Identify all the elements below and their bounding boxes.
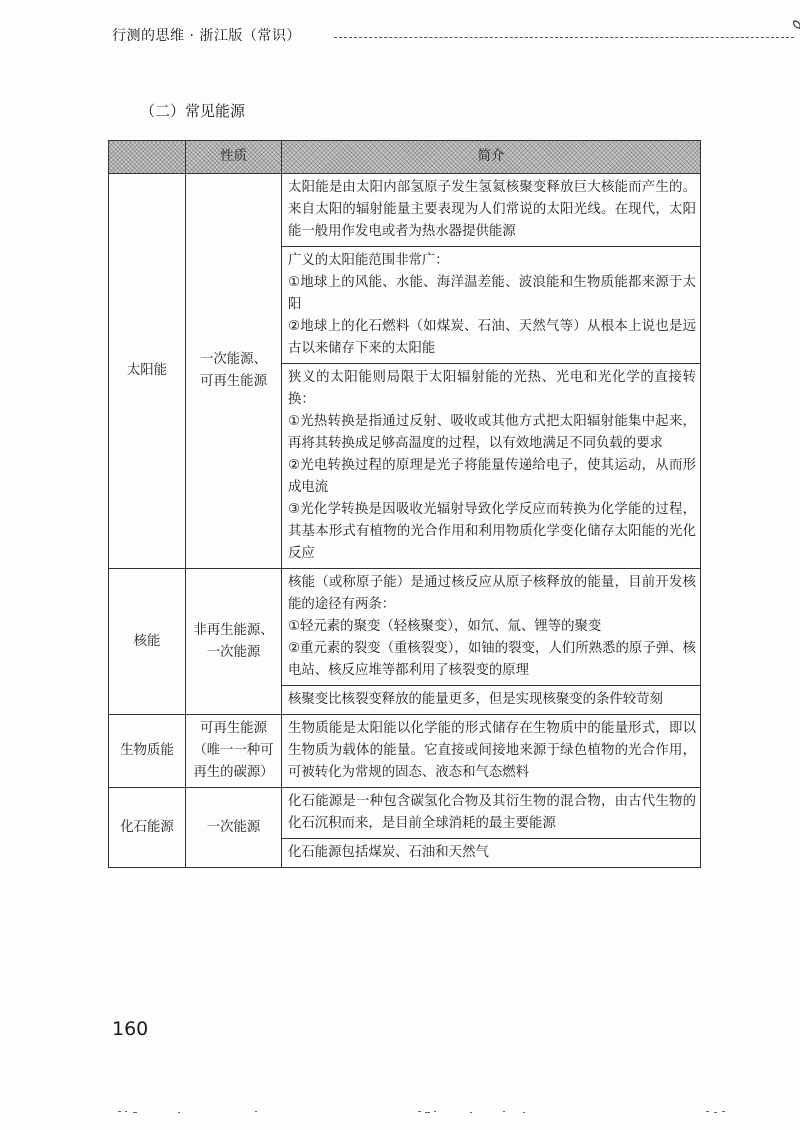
energy-description-cell — [282, 715, 701, 788]
attribute-line: （唯一一种可 — [193, 743, 274, 758]
energy-description-cell — [282, 686, 701, 715]
attribute-line: 再生的碳源） — [193, 765, 274, 780]
energy-name-cell: 太阳能 — [109, 174, 186, 569]
description-paragraph: 生物质能是太阳能以化学能的形式储存在生物质中的能量形式，即以生物质为载体的能量。它直接或间接地来源于绿色植物的光合作用，可被转化为常规的固态、液态和气态燃料 — [288, 721, 696, 780]
running-header — [112, 22, 712, 50]
energy-table — [108, 140, 701, 868]
table-row — [109, 788, 701, 839]
attribute-line: 一次能源、 — [200, 352, 267, 367]
sprout-icon — [790, 18, 800, 46]
column-header-description: 简介 — [282, 141, 701, 174]
attribute-line: 可再生能源 — [200, 374, 267, 389]
description-paragraph: 太阳能是由太阳内部氢原子发生氢氦核聚变释放巨大核能而产生的。来自太阳的辐射能量主要表现为人们常说的太阳光线。在现代，太阳能一般用作发电或者为热水器提供能源 — [288, 180, 696, 239]
description-paragraph: ①轻元素的聚变（轻核聚变），如氘、氚、锂等的聚变 — [288, 619, 602, 634]
table-row — [109, 569, 701, 686]
description-paragraph: ②重元素的裂变（重核裂变），如铀的裂变，人们所熟悉的原子弹、核电站、核反应堆等都利用了核裂变的原理 — [288, 641, 696, 678]
description-paragraph: 狭义的太阳能则局限于太阳辐射能的光热、光电和光化学的直接转换： — [288, 370, 696, 407]
section-title: （二）常见能源 — [140, 102, 246, 120]
attribute-line: 非再生能源、 — [193, 622, 274, 638]
table-header-row — [109, 141, 701, 174]
column-header-name — [109, 141, 186, 174]
energy-description-cell — [282, 569, 701, 686]
attribute-line: 一次能源 — [206, 644, 261, 660]
energy-description-cell — [282, 364, 701, 569]
energy-attribute-cell — [186, 569, 282, 715]
page-number: 160 — [112, 1018, 149, 1040]
description-paragraph: 广义的太阳能范围非常广： — [288, 253, 449, 268]
energy-name-cell: 生物质能 — [109, 715, 186, 788]
energy-attribute-cell — [186, 715, 282, 788]
scan-artifact-marks — [0, 1108, 800, 1118]
description-paragraph: ③光化学转换是因吸收光辐射导致化学反应而转换为化学能的过程，其基本形式有植物的光合作用和利用物质化学变化储存太阳能的光化反应 — [288, 502, 696, 561]
energy-name-cell: 核能 — [109, 569, 186, 715]
description-paragraph: 化石能源包括煤炭、石油和天然气 — [288, 845, 489, 860]
energy-name-cell: 化石能源 — [109, 788, 186, 868]
description-paragraph: ②地球上的化石燃料（如煤炭、石油、天然气等）从根本上说也是远古以来储存下来的太阳能 — [288, 319, 696, 356]
description-paragraph: 化石能源是一种包含碳氢化合物及其衍生物的混合物，由古代生物的化石沉积而来，是目前全球消耗的最主要能源 — [288, 794, 696, 831]
header-title: 行测的思维 · 浙江版（常识） — [112, 28, 301, 44]
description-paragraph: 核能（或称原子能）是通过核反应从原子核释放的能量，目前开发核能的途径有两条： — [288, 575, 696, 612]
column-header-attribute: 性质 — [186, 141, 282, 174]
table-row — [109, 715, 701, 788]
energy-attribute-cell — [186, 174, 282, 569]
energy-description-cell — [282, 788, 701, 839]
header-rule — [334, 37, 794, 38]
energy-description-cell — [282, 174, 701, 247]
description-paragraph: 核聚变比核裂变释放的能量更多，但是实现核聚变的条件较苛刻 — [288, 692, 663, 707]
attribute-line: 一次能源 — [206, 819, 261, 835]
energy-attribute-cell — [186, 788, 282, 868]
description-paragraph: ①地球上的风能、水能、海洋温差能、波浪能和生物质能都来源于太阳 — [288, 275, 696, 312]
energy-description-cell — [282, 247, 701, 364]
energy-description-cell — [282, 839, 701, 868]
description-paragraph: ②光电转换过程的原理是光子将能量传递给电子，使其运动，从而形成电流 — [288, 458, 696, 495]
table-row — [109, 174, 701, 247]
attribute-line: 可再生能源 — [200, 721, 267, 736]
description-paragraph: ①光热转换是指通过反射、吸收或其他方式把太阳辐射能集中起来，再将其转换成足够高温度的过程，以有效地满足不同负载的要求 — [288, 414, 696, 451]
